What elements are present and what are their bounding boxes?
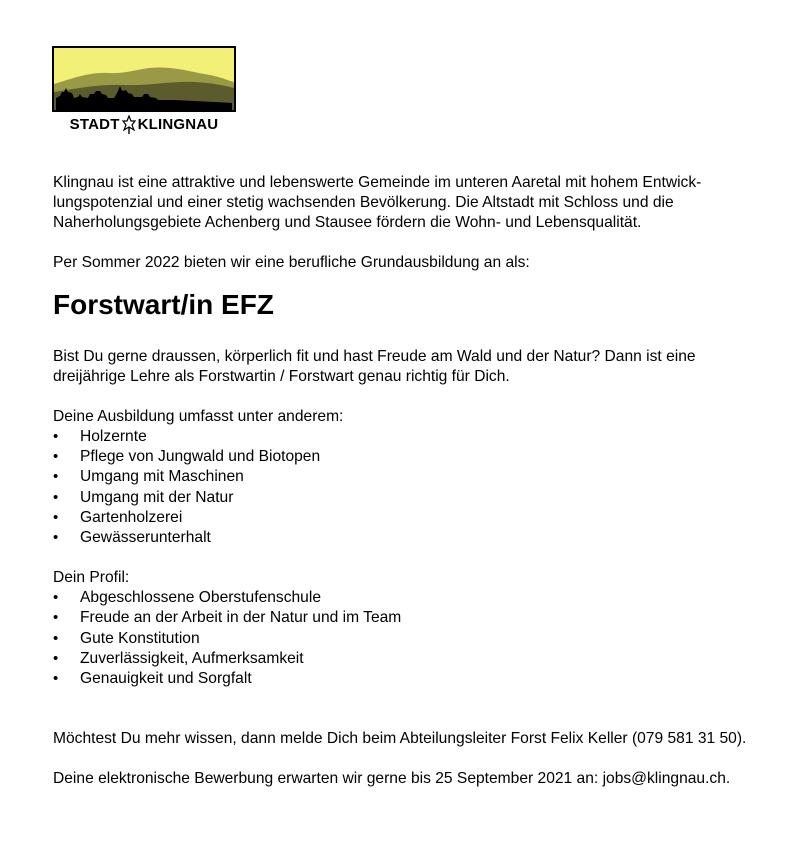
contact-paragraph: Möchtest Du mehr wissen, dann melde Dich beim Abteilungsleiter Forst Felix Keller (079 581 31 50). bbox=[53, 730, 747, 748]
intro-paragraph: Klingnau ist eine attraktive und lebenswerte Gemeinde im unteren Aaretal mit hohem Entwicklungspotenzial und einer stetig wachsenden Bevölkerung. Die Altstadt mit Schloss und die Naherholungsgebiete Achenberg und Stausee fördern die Wohn- und Lebensqualität. bbox=[53, 174, 702, 231]
job-title: Forstwart/in EFZ bbox=[53, 289, 274, 320]
application-paragraph: Deine elektronische Bewerbung erwarten wir gerne bis 25 September 2021 an: jobs@klingnau.ch. bbox=[53, 770, 731, 788]
list-item: • Umgang mit Maschinen bbox=[53, 467, 768, 487]
list-item: • Genauigkeit und Sorgfalt bbox=[53, 669, 768, 689]
logo-wordmark bbox=[52, 112, 236, 136]
coat-of-arms-icon bbox=[121, 115, 137, 135]
description-paragraph: Bist Du gerne draussen, körperlich fit und hast Freude am Wald und der Natur? Dann ist eine dreijährige Lehre als Forstwartin / Forstwart genau richtig für Dich. bbox=[53, 348, 696, 385]
logo-text-right: KLINGNAU bbox=[137, 115, 219, 133]
landscape-illustration bbox=[54, 48, 234, 110]
training-heading: Deine Ausbildung umfasst unter anderem: bbox=[53, 408, 344, 425]
list-item: • Abgeschlossene Oberstufenschule bbox=[53, 588, 768, 608]
training-list bbox=[53, 427, 768, 548]
profile-list bbox=[53, 588, 768, 689]
list-item: • Umgang mit der Natur bbox=[53, 488, 768, 508]
city-logo bbox=[52, 46, 236, 136]
job-ad-body bbox=[53, 173, 768, 789]
list-item: • Gewässerunterhalt bbox=[53, 528, 768, 548]
list-item: • Pflege von Jungwald und Biotopen bbox=[53, 447, 768, 467]
list-item: • Gute Konstitution bbox=[53, 629, 768, 649]
offer-paragraph: Per Sommer 2022 bieten wir eine berufliche Grundausbildung an als: bbox=[53, 254, 530, 271]
list-item: • Holzernte bbox=[53, 427, 768, 447]
list-item: • Zuverlässigkeit, Aufmerksamkeit bbox=[53, 649, 768, 669]
list-item: • Freude an der Arbeit in der Natur und im Team bbox=[53, 608, 768, 628]
logo-landscape bbox=[52, 46, 236, 112]
profile-heading: Dein Profil: bbox=[53, 569, 130, 587]
logo-text-left: STADT bbox=[69, 115, 120, 133]
list-item: • Gartenholzerei bbox=[53, 508, 768, 528]
